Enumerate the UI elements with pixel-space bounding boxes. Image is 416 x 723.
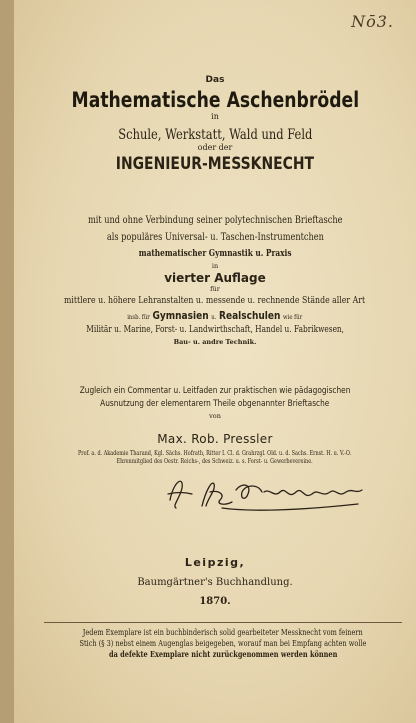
notice-block bbox=[44, 622, 402, 667]
desc-in: in bbox=[211, 262, 219, 270]
commentary-block bbox=[14, 385, 416, 421]
commentary-von: von bbox=[209, 412, 221, 420]
signature bbox=[162, 470, 370, 516]
author-credentials-1: Prof. a. d. Akademie Tharand, Kgl. Sächs. Hofrath, Ritter I. Cl. d. Grahrzgl. Old. u. d. Sachs. Ernst. H. u. V.-O. bbox=[78, 450, 352, 457]
signature-icon bbox=[162, 470, 370, 516]
main-title: Mathematische Aschenbrödel bbox=[71, 88, 359, 112]
alt-title: INGENIEUR-MESSKNECHT bbox=[115, 154, 315, 174]
title-oder: oder der bbox=[197, 143, 233, 152]
publisher-house: Baumgärtner's Buchhandlung. bbox=[137, 577, 293, 588]
title-places: Schule, Werkstatt, Wald und Feld bbox=[117, 127, 313, 143]
desc-line-4: mittlere u. höhere Lehranstalten u. messende u. rechnende Stände aller Art bbox=[64, 295, 366, 306]
realschulen: Realschulen bbox=[219, 309, 281, 322]
author-credentials-2: Ehrenmitglied des Oestr. Reichs-, des Schweiz. u. s. Forst- u. Gewerbevereine. bbox=[116, 458, 314, 465]
edition: vierter Auflage bbox=[164, 271, 266, 285]
notice-line-2: Stich (§ 3) nebst einem Augenglas beigegeben, worauf man bei Empfang achten wolle bbox=[79, 639, 367, 648]
desc-fur: für bbox=[210, 285, 220, 293]
author-name: Max. Rob. Pressler bbox=[157, 432, 273, 446]
title-das: Das bbox=[205, 75, 225, 85]
handwritten-annotation: Nō3. bbox=[351, 12, 394, 31]
author-block bbox=[14, 432, 416, 466]
publication-year: 1870. bbox=[199, 596, 231, 607]
desc-line-2: als populäres Universal- u. Taschen-Instrumentchen bbox=[106, 232, 324, 243]
description-block bbox=[14, 214, 416, 347]
publisher-block bbox=[14, 556, 416, 608]
desc-line-5a: insb. für bbox=[127, 313, 151, 321]
title-block bbox=[14, 74, 416, 174]
desc-u: u. bbox=[211, 313, 217, 321]
publisher-city: Leipzig, bbox=[184, 556, 246, 569]
notice-line-3: da defekte Exemplare nicht zurückgenommen werden können bbox=[108, 649, 338, 659]
desc-line-7: Bau- u. andre Technik. bbox=[173, 338, 257, 346]
desc-line-1: mit und ohne Verbindung seiner polytechnischen Brieftasche bbox=[87, 215, 343, 226]
title-in: in bbox=[211, 112, 219, 121]
notice-line-1: Jedem Exemplare ist ein buchbinderisch solid gearbeiteter Messknecht vom feinern bbox=[82, 628, 364, 637]
gymnasien: Gymnasien bbox=[152, 309, 209, 322]
commentary-line-2: Ausnutzung der elementarern Theile obgenannter Brieftasche bbox=[100, 399, 330, 409]
desc-line-5b: wie für bbox=[283, 313, 303, 321]
desc-line-3: mathematischer Gymnastik u. Praxis bbox=[138, 249, 292, 259]
desc-line-6: Militär u. Marine, Forst- u. Landwirthschaft, Handel u. Fabrikwesen, bbox=[86, 325, 344, 335]
commentary-line-1: Zugleich ein Commentar u. Leitfaden zur praktischen wie pädagogischen bbox=[79, 386, 351, 396]
